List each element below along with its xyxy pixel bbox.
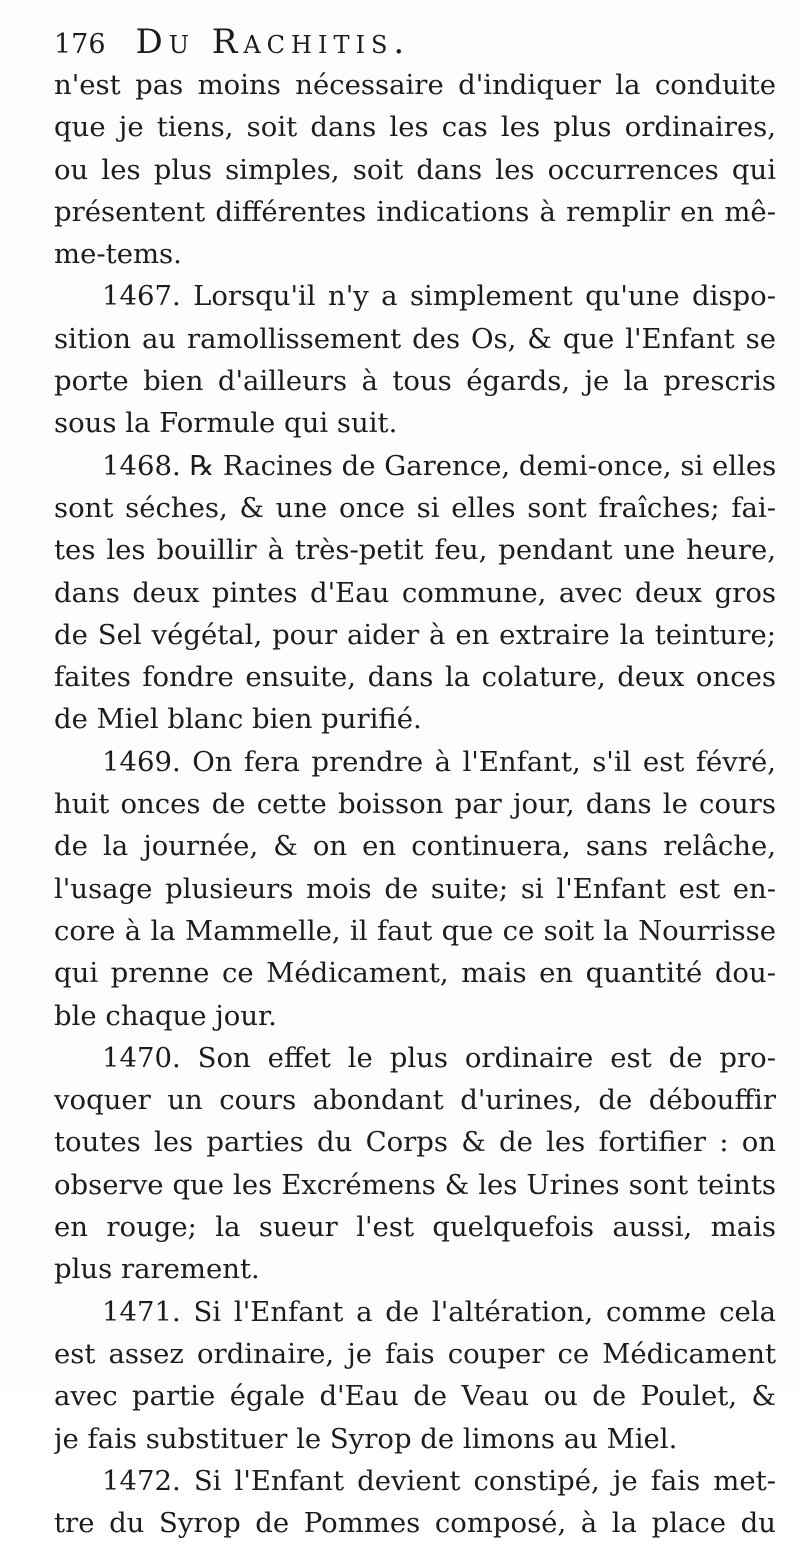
text-line: voquer un cours abondant d'urines, de débouffir	[54, 1084, 776, 1117]
text-line: tre du Syrop de Pommes composé, à la place du	[54, 1507, 776, 1540]
text-line: tes les bouillir à très-petit feu, pendant une heure,	[54, 534, 776, 567]
text-line: faites fondre ensuite, dans la colature, deux onces	[54, 661, 776, 694]
text-line: je fais substituer le Syrop de limons au Miel.	[54, 1422, 678, 1455]
text-line: porte bien d'ailleurs à tous égards, je la prescris	[54, 365, 776, 398]
text-line: ou les plus simples, soit dans les occurrences qui	[54, 153, 776, 186]
text-line: avec partie égale d'Eau de Veau ou de Poulet, &	[54, 1380, 776, 1413]
text-line: me-tems.	[54, 238, 182, 271]
page-number: 176	[54, 29, 106, 60]
text-line: que je tiens, soit dans les cas les plus ordinaires,	[54, 111, 776, 144]
text-line: huit onces de cette boisson par jour, dans le cours	[54, 788, 776, 821]
text-line: sous la Formule qui suit.	[54, 407, 398, 440]
text-line: core à la Mammelle, il faut que ce soit la Nourrisse	[54, 914, 776, 947]
text-line: en rouge; la sueur l'est quelquefois aussi, mais	[54, 1211, 776, 1244]
text-line: sition au ramollissement des Os, & que l'Enfant se	[54, 322, 776, 355]
text-line: 1470. Son effet le plus ordinaire est de pro-	[102, 1041, 776, 1074]
running-head	[54, 16, 774, 68]
text-line: de Sel végétal, pour aider à en extraire la teinture;	[54, 618, 776, 651]
text-line: plus rarement.	[54, 1253, 260, 1286]
body-text	[54, 64, 776, 1544]
text-line: 1468. ℞ Racines de Garence, demi-once, si elles	[102, 449, 776, 482]
text-line: n'est pas moins nécessaire d'indiquer la conduite	[54, 69, 776, 101]
text-line: dans deux pintes d'Eau commune, avec deux gros	[54, 576, 776, 609]
text-line: de Miel blanc bien purifié.	[54, 703, 422, 736]
text-line: toutes les parties du Corps & de les fortifier : on	[54, 1126, 776, 1159]
text-line: 1471. Si l'Enfant a de l'altération, comme cela	[102, 1295, 776, 1328]
text-line: 1472. Si l'Enfant devient constipé, je fais met-	[102, 1464, 776, 1497]
text-line: ble chaque jour.	[54, 999, 277, 1032]
text-line: 1467. Lorsqu'il n'y a simplement qu'une dispo-	[102, 280, 776, 313]
text-line: qui prenne ce Médicament, mais en quantité dou-	[54, 957, 776, 990]
running-title: Du Rachitis.	[135, 22, 411, 62]
text-line: présentent différentes indications à remplir en mê-	[54, 195, 776, 228]
text-line: l'usage plusieurs mois de suite; si l'Enfant est en-	[54, 872, 776, 905]
text-line: sont séches, & une once si elles sont fraîches; fai-	[54, 491, 776, 524]
text-line: est assez ordinaire, je fais couper ce Médicament	[54, 1337, 776, 1370]
text-line: de la journée, & on en continuera, sans relâche,	[54, 830, 776, 863]
text-line: 1469. On fera prendre à l'Enfant, s'il est févré,	[102, 745, 776, 778]
text-line: observe que les Excrémens & les Urines sont teints	[54, 1168, 776, 1201]
